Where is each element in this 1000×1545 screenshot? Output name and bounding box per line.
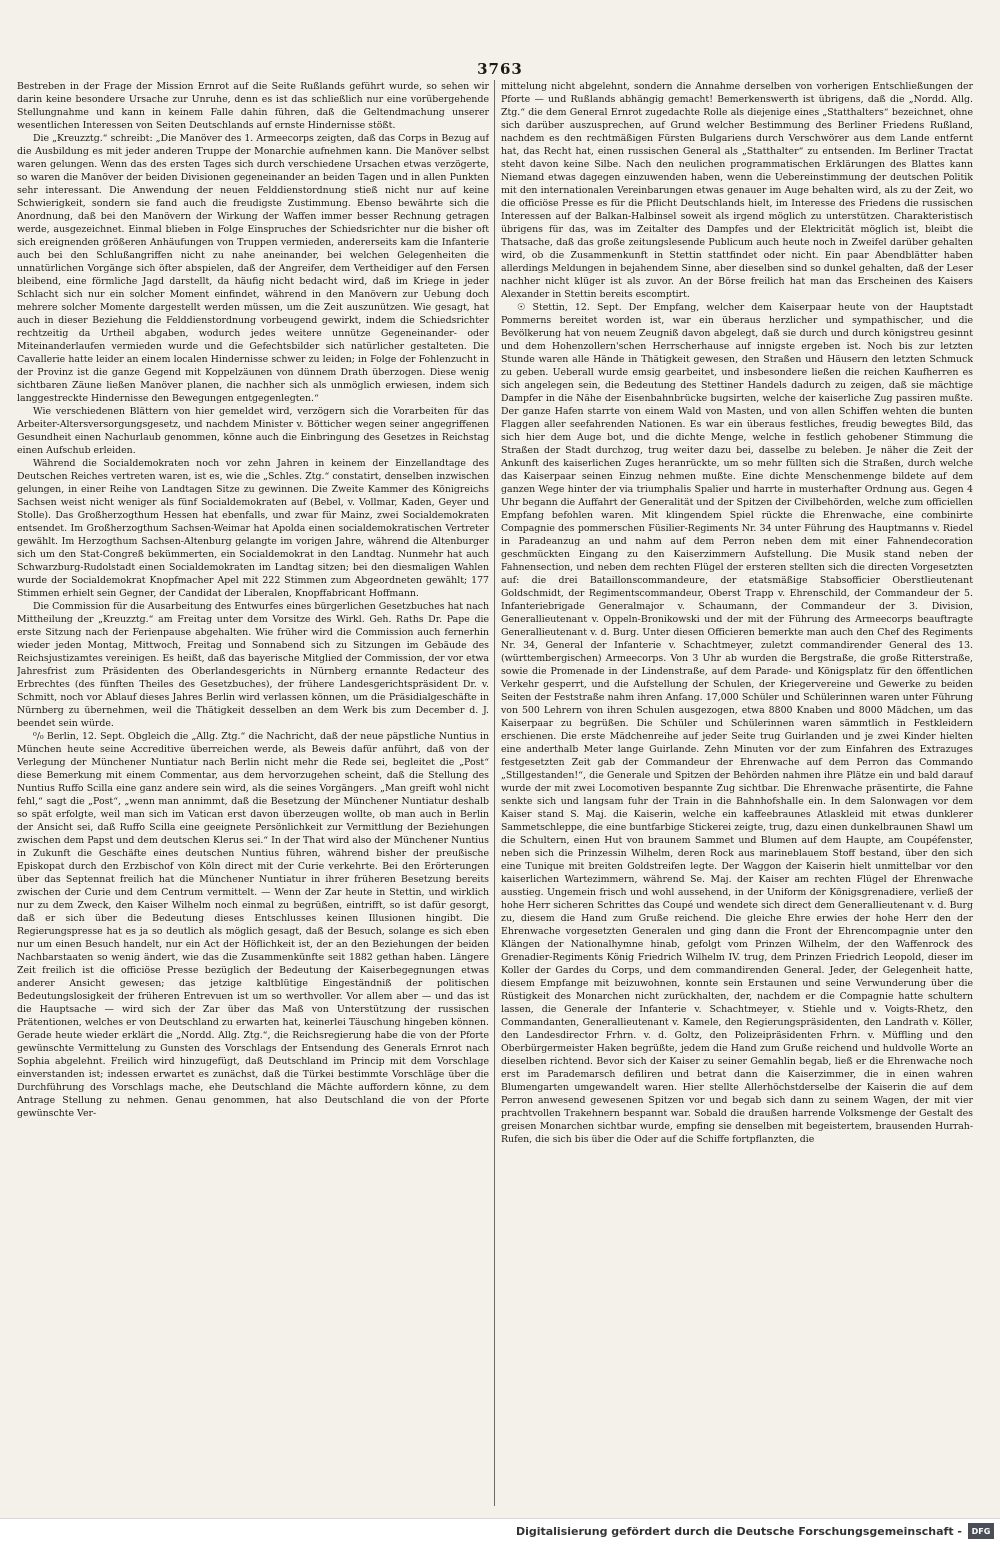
- column-divider: [494, 80, 495, 1506]
- footer-credit: Digitalisierung gefördert durch die Deutsche Forschungsgemeinschaft -: [515, 1525, 962, 1538]
- page-number: 3763: [477, 60, 523, 78]
- article-paragraph: Die „Kreuzztg.“ schreibt: „Die Manöver des 1. Armeecorps zeigten, daß das Corps in Bezug auf die Ausbildung es mit jeder anderen Truppe der Monarchie aufnehmen kann. Die Manöver selbst waren gelungen. Wenn das des ersten Tages sich durch verschiedene Ursachen etwas verzögerte, so waren die Manöver der beiden Divisionen gegeneinander an beiden Tagen und in allen Punkten sehr interessant. Die Anwendung der neuen Felddienstordnung stieß nicht nur auf keine Schwierigkeit, sondern sie fand auch die freudigste Zustimmung. Ebenso bewährte sich die Anordnung, daß bei den Manövern der Wirkung der Waffen immer besser Rechnung getragen werde, ausgezeichnet. Einmal blieben in Folge Einspruches der Schiedsrichter nur die bisher oft sich ereignenden größeren Anhäufungen von Truppen vermieden, andererseits kam die Infanterie auch bei den Schlußangriffen nicht zu nahe aneinander, bei welchen Gelegenheiten die unnatürlichen Vorgänge sich öfter abspielen, daß der Angreifer, dem Vertheidiger auf den Fersen bleibend, eine förmliche Jagd darstellt, da häufig nicht bedacht wird, daß im Kriege in jeder Schlacht sich nur ein solcher Moment einfindet, während in den Manövern zur Uebung doch mehrere solcher Momente dargestellt werden müssen, um die Zeit auszunützen. Wie gesagt, hat auch in dieser Beziehung die Felddienstordnung vorbeugend gewirkt, indem die Schiedsrichter rechtzeitig da Urtheil abgaben, wodurch jedes weitere unnütze Gegeneinander- oder Miteinanderlaufen vermieden wurde und die Gefechtsbilder sich natürlicher gestalteten. Die Cavallerie hatte leider an einem localen Hindernisse schwer zu leiden; in Folge der Fohlenzucht in der Provinz ist die ganze Gegend mit Koppelzäunen von dünnem Drath überzogen. Diese wenig sichtbaren Zäune ließen Manöver planen, die nachher sich als unmöglich erwiesen, indem sich langgestreckte Hindernisse den Bewegungen entgegenlegten.“: [17, 133, 489, 404]
- dfg-logo-icon: DFG: [968, 1523, 994, 1539]
- article-paragraph: Wie verschiedenen Blättern von hier gemeldet wird, verzögern sich die Vorarbeiten für das Arbeiter-Altersversorgungsgesetz, und nachdem Minister v. Bötticher wegen seiner angegriffenen Gesundheit einen Nachurlaub genommen, könne auch die Einbringung des Gesetzes in Reichstag einen Aufschub erleiden.: [17, 406, 489, 456]
- article-paragraph: ☉ Stettin, 12. Sept. Der Empfang, welcher dem Kaiserpaar heute von der Hauptstadt Pommerns bereitet worden ist, war ein überaus herzlicher und sympathischer, und die Bevölkerung hat von neuem Zeugniß davon abgelegt, daß sie durch und durch königstreu gesinnt und dem Hohenzollern'schen Herrscherhause auf innigste ergeben ist. Noch bis zur letzten Stunde waren alle Hände in Thätigkeit gewesen, den Straßen und Häusern den letzten Schmuck zu geben. Ueberall wurde emsig gearbeitet, und insbesondere ließen die reichen Kaufherren es sich angelegen sein, die Bedeutung des Stettiner Handels dadurch zu zeigen, daß sie mächtige Dampfer in die Nähe der Eisenbahnbrücke bugsirten, welche der kaiserliche Zug passiren mußte. Der ganze Hafen starrte von einem Wald von Masten, und von allen Schiffen wehten die bunten Flaggen aller seefahrenden Nationen. Es war ein überaus festliches, freudig bewegtes Bild, das sich hier dem Auge bot, und die dichte Menge, welche in festlich gehobener Stimmung die Straßen der Stadt durchzog, trug weiter dazu bei, dasselbe zu beleben. Je näher die Zeit der Ankunft des kaiserlichen Zuges heranrückte, um so mehr füllten sich die Straßen, durch welche das Kaiserpaar seinen Einzug nehmen mußte. Eine dichte Menschenmenge bildete auf dem ganzen Wege hinter der via triumphalis Spalier und harrte in musterhafter Ordnung aus. Gegen 4 Uhr begann die Auffahrt der Generalität und der Spitzen der Civilbehörden, welche zum officiellen Empfang befohlen waren. Mit klingendem Spiel rückte die Ehrenwache, eine combinirte Compagnie des pommerschen Füsilier-Regiments Nr. 34 unter Führung des Hauptmanns v. Riedel in Paradeanzug an und nahm auf dem Perron neben dem mit einer Fahnendecoration geschmückten Eingang zu den Kaiserzimmern Aufstellung. Die Musik stand neben der Fahnensection, und neben dem rechten Flügel der ersteren stellten sich die directen Vorgesetzten auf: die drei Bataillonscommandeure, der etatsmäßige Stabsofficier Oberstlieutenant Goldschmidt, der Regimentscommandeur, Oberst Trapp v. Ehrenschild, der Commandeur der 5. Infanteriebrigade Generalmajor v. Schaumann, der Commandeur der 3. Division, Generallieutenant v. Oppeln-Bronikowski und der mit der Führung des Armeecorps beauftragte Generallieutenant v. d. Burg. Unter diesen Officieren bemerkte man auch den Chef des Regiments Nr. 34, General der Infanterie v. Schachtmeyer, zuletzt commandirender General des 13. (württembergischen) Armeecorps. Von 3 Uhr ab wurden die Bergstraße, die große Ritterstraße, sowie die Promenade in der Lindenstraße, auf dem Parade- und Königsplatz für den öffentlichen Verkehr gesperrt, und die Aufstellung der Schulen, der Kriegervereine und Gewerke zu beiden Seiten der Feststraße nahm ihren Anfang. 17,000 Schüler und Schülerinnen waren unter Führung von 500 Lehrern von ihren Schulen ausgezogen, etwa 8800 Knaben und 8000 Mädchen, um das Kaiserpaar zu begrüßen. Die Schüler und Schülerinnen waren sämmtlich in Festkleidern erschienen. Die erste Mädchenreihe auf jeder Seite trug Guirlanden und je zwei Kinder hielten eine anderthalb Meter lange Guirlande. Zehn Minuten vor der zum Einfahren des Extrazuges festgesetzten Zeit gab der Commandeur der Ehrenwache auf dem Perron das Commando „Stillgestanden!“, die Generale und Spitzen der Behörden nahmen ihre Plätze ein und bald darauf wurde der mit zwei Locomotiven bespannte Zug sichtbar. Die Ehrenwache präsentirte, die Fahne senkte sich und langsam fuhr der Train in die Bahnhofshalle ein. In dem Salonwagen vor dem Kaiser stand S. Maj. die Kaiserin, welche ein kaffeebraunes Atlaskleid mit etwas dunklerer Sammetschleppe, die eine buntfarbige Stickerei zeigte, trug, dazu einen dunkelbraunen Shawl um die Schultern, einen Hut von braunem Sammet und Blumen auf dem Haupte, am Coupéfenster, neben sich die Prinzessin Wilhelm, deren Rock aus marineblauem Stoff bestand, über den sich eine Tunique mit breiten Goldstreifen legte. Der Waggon der Kaiserin hielt unmittelbar vor den kaiserlichen Wartezimmern, während Se. Maj. der Kaiser am rechten Flügel der Ehrenwache ausstieg. Ungemein frisch und wohl aussehend, in der Uniform der Königsgrenadiere, verließ der hohe Herr sicheren Schrittes das Coupé und wendete sich direct dem Generallieutenant v. d. Burg zu, diesem die Hand zum Gruße reichend. Die gleiche Ehre erwies der hohe Herr den der Ehrenwache vorgesetzten Generalen und ging dann die Front der Ehrencompagnie unter den Klängen der Nationalhymne hinab, gefolgt vom Prinzen Wilhelm, der den Waffenrock des Grenadier-Regiments König Friedrich Wilhelm IV. trug, dem Prinzen Friedrich Leopold, dieser im Koller der Gardes du Corps, und dem commandirenden General. Jeder, der Gelegenheit hatte, diesem Empfange mit beizuwohnen, konnte sein Erstaunen und seine Verwunderung über die Rüstigkeit des Monarchen nicht zurückhalten, der, nachdem er die Compagnie hatte schultern lassen, die Generale der Infanterie v. Schachtmeyer, v. Stiehle und v. Voigts-Rhetz, den Commandanten, Generallieutenant v. Kamele, den Regierungspräsidenten, den Landrath v. Köller, den Landesdirector Frhrn. v. d. Goltz, den Polizeipräsidenten Frhrn. v. Müffling und den Oberbürgermeister Haken begrüßte, jedem die Hand zum Gruße reichend und huldvolle Worte an dieselben richtend. Bevor sich der Kaiser zu seiner Gemahlin begab, ließ er die Ehrenwache noch erst im Parademarsch defiliren und betrat dann die Kaiserzimmer, die in einen wahren Blumengarten umgewandelt waren. Hier stellte Allerhöchstderselbe der Kaiserin die auf dem Perron anwesend gewesenen Spitzen vor und begab sich dann zu seinem Wagen, der mit vier prachtvollen Trakehnern bespannt war. Sobald die draußen harrende Volksmenge der Gestalt des greisen Monarchen sichtbar wurde, empfing sie denselben mit begeistertem, brausenden Hurrah-Rufen, die sich bis über die Oder auf die Schiffe fortpflanzten, die: [501, 302, 973, 1145]
- left-column: [17, 80, 489, 1510]
- right-column: [501, 80, 973, 1510]
- digitization-footer: [0, 1518, 1000, 1545]
- article-paragraph: mittelung nicht abgelehnt, sondern die Annahme derselben von vorherigen Entschließungen der Pforte — und Rußlands abhängig gemacht! Bemerkenswerth ist übrigens, daß die „Nordd. Allg. Ztg.“ die dem General Ernrot zugedachte Rolle als diejenige eines „Statthalters“ bezeichnet, ohne sich darüber auszusprechen, auf Grund welcher Bestimmung des Berliner Friedens Rußland, nachdem es den rechtmäßigen Fürsten Bulgariens durch Verschwörer aus dem Lande entfernt hat, das Recht hat, einen russischen General als „Statthalter“ zu entsenden. Im Berliner Tractat steht davon keine Silbe. Nach den neulichen programmatischen Erklärungen des Blattes kann Niemand etwas dagegen einzuwenden haben, wenn die Uebereinstimmung der deutschen Politik mit den internationalen Vereinbarungen etwas genauer im Auge behalten wird, als zu der Zeit, wo die officiöse Presse es für die Pflicht Deutschlands hielt, im Interesse des Friedens die russischen Interessen auf der Balkan-Halbinsel soweit als irgend möglich zu unterstützen. Charakteristisch übrigens für das, was im Zeitalter des Dampfes und der Elektricität möglich ist, bleibt die Thatsache, daß das große zeitungslesende Publicum auch heute noch in Zweifel darüber gehalten wird, ob die Zusammenkunft in Stettin stattfindet oder nicht. Ein paar Abendblätter haben allerdings Meldungen in bejahendem Sinne, aber dieselben sind so dunkel gehalten, daß der Leser nachher nicht klüger ist als zuvor. An der Börse freilich hat man das Erscheinen des Kaisers Alexander in Stettin bereits escomptirt.: [501, 81, 973, 300]
- article-paragraph: Bestreben in der Frage der Mission Ernrot auf die Seite Rußlands geführt wurde, so sehen wir darin keine besondere Ursache zur Unruhe, denn es ist das schließlich nur eine vorübergehende Stellungnahme und kann in keinem Falle dahin führen, daß die Geltendmachung unserer wesentlichen Interessen von Seiten Deutschlands auf ernste Hindernisse stößt.: [17, 81, 489, 131]
- article-paragraph: Die Commission für die Ausarbeitung des Entwurfes eines bürgerlichen Gesetzbuches hat nach Mittheilung der „Kreuzztg.“ am Freitag unter dem Vorsitze des Wirkl. Geh. Raths Dr. Pape die erste Sitzung nach der Ferienpause abgehalten. Wie früher wird die Commission auch fernerhin wieder jeden Montag, Mittwoch, Freitag und Sonnabend sich zu Sitzungen im Gebäude des Reichsjustizamtes vereinigen. Es heißt, daß das bayerische Mitglied der Commission, der vor etwa Jahresfrist zum Präsidenten des Oberlandesgerichts in Nürnberg ernannte Redacteur des Erbrechtes (des fünften Theiles des Gesetzbuches), der frühere Landesgerichtspräsident Dr. v. Schmitt, noch vor Ablauf dieses Jahres Berlin wird verlassen können, um die Präsidialgeschäfte in Nürnberg zu übernehmen, weil die Thätigkeit desselben an dem Werk bis zum December d. J. beendet sein würde.: [17, 601, 489, 729]
- article-paragraph: ⁰/₀ Berlin, 12. Sept. Obgleich die „Allg. Ztg.“ die Nachricht, daß der neue päpstliche Nuntius in München heute seine Accreditive überreichen werde, als Beweis dafür anführt, daß von der Verlegung der Münchener Nuntiatur nach Berlin nicht mehr die Rede sei, begleitet die „Post“ diese Bemerkung mit einem Commentar, aus dem hervorzugehen scheint, daß die Stellung des Nuntius Ruffo Scilla eine ganz andere sein wird, als die seines Vorgängers. „Man greift wohl nicht fehl,“ sagt die „Post“, „wenn man annimmt, daß die Besetzung der Münchener Nuntiatur deshalb so spät erfolgte, weil man sich im Vatican erst davon überzeugen wollte, ob man auch in Berlin der Ansicht sei, daß Ruffo Scilla eine geeignete Persönlichkeit zur Vermittlung der Beziehungen zwischen dem Papst und dem deutschen Klerus sei.“ In der That wird also der Münchener Nuntius in Zukunft die Geschäfte eines deutschen Nuntius führen, während bisher der preußische Episkopat durch den Erzbischof von Köln direct mit der Curie verkehrte. Bei den Erörterungen über das Septennat freilich hat die Münchener Nuntiatur in ihrer früheren Besetzung bereits zwischen der Curie und dem Centrum vermittelt. — Wenn der Zar heute in Stettin, und wirklich nur zu dem Zweck, den Kaiser Wilhelm noch einmal zu begrüßen, eintrifft, so ist dafür gesorgt, daß er sich über die Bedeutung dieses Entschlusses keinen Illusionen hingibt. Die Regierungspresse hat es ja so deutlich als möglich gesagt, daß der Besuch, solange es sich eben nur um einen Besuch handelt, nur ein Act der Höflichkeit ist, der an den Beziehungen der beiden Nachbarstaaten so wenig ändert, wie das die Zusammenkünfte seit 1882 gethan haben. Längere Zeit freilich ist die officiöse Presse bezüglich der Bedeutung der Kaiserbegegnungen etwas anderer Ansicht gewesen; das jetzige kaltblütige Eingeständniß der politischen Bedeutungslosigkeit der früheren Entrevuen ist um so werthvoller. Vor allem aber — und das ist die Hauptsache — wird sich der Zar über das Maß von Unterstützung der russischen Prätentionen, welches er von Deutschland zu erwarten hat, keinerlei Täuschung hingeben können. Gerade heute wieder erklärt die „Nordd. Allg. Ztg.“, die Reichsregierung habe die von der Pforte gewünschte Vermittelung zu Gunsten des Vorschlags der Entsendung des Generals Ernrot nach Sophia abgelehnt. Freilich wird hinzugefügt, daß Deutschland im Princip mit dem Vorschlage einverstanden ist; indessen erwartet es zunächst, daß die Türkei bestimmte Vorschläge über die Durchführung des Vorschlags mache, ehe Deutschland die Mächte auffordern könne, zu dem Antrage Stellung zu nehmen. Genau genommen, hat also Deutschland die von der Pforte gewünschte Ver-: [17, 731, 489, 1119]
- article-paragraph: Während die Socialdemokraten noch vor zehn Jahren in keinem der Einzellandtage des Deutschen Reiches vertreten waren, ist es, wie die „Schles. Ztg.“ constatirt, denselben inzwischen gelungen, in einer Reihe von Landtagen Sitze zu gewinnen. Die Zweite Kammer des Königreichs Sachsen weist nicht weniger als fünf Socialdemokraten auf (Bebel, v. Vollmar, Kaden, Geyer und Stolle). Das Großherzogthum Hessen hat ebenfalls, und zwar für Mainz, zwei Socialdemokraten entsendet. Im Großherzogthum Sachsen-Weimar hat Apolda einen socialdemokratischen Vertreter gewählt. Im Herzogthum Sachsen-Altenburg gelangte im vorigen Jahre, während die Altenburger sich um den Stat-Congreß bekümmerten, ein Socialdemokrat in den Landtag. Nunmehr hat auch Schwarzburg-Rudolstadt einen Socialdemokraten im Landtag sitzen; bei den diesmaligen Wahlen wurde der Socialdemokrat Knopfmacher Apel mit 222 Stimmen zum Abgeordneten gewählt; 177 Stimmen erhielt sein Gegner, der Candidat der Liberalen, Knopffabricant Hoffmann.: [17, 458, 489, 599]
